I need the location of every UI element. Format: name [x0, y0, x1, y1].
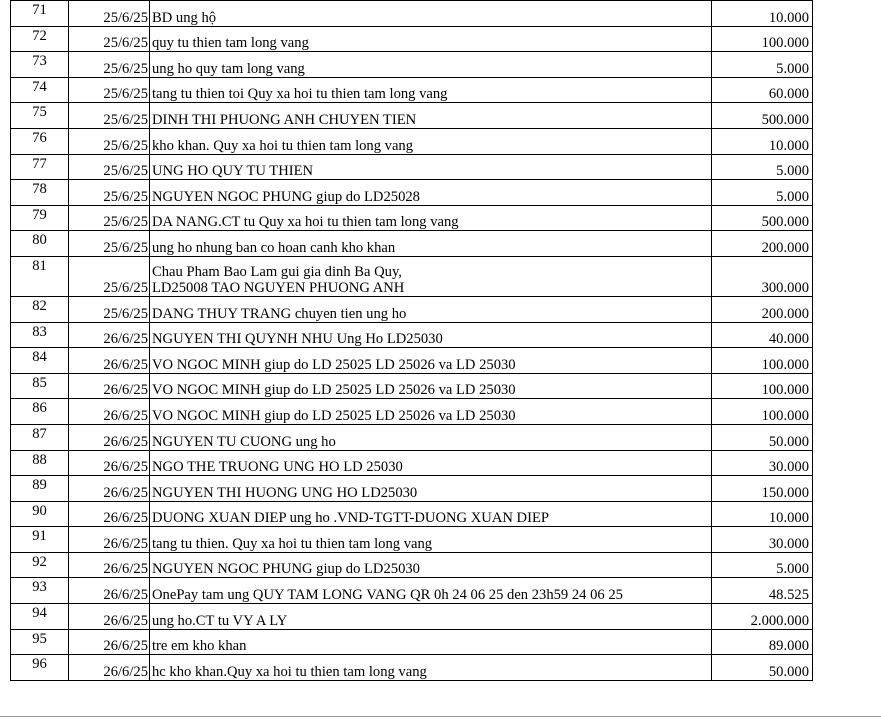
date-cell: 26/6/25 [69, 348, 150, 374]
table-row [11, 77, 813, 103]
description-line: Chau Pham Bao Lam gui gia dinh Ba Quy, [152, 263, 402, 280]
description-line: NGUYEN NGOC PHUNG giup do LD25030 [152, 561, 420, 578]
row-number-cell: 92 [11, 552, 69, 578]
date-cell: 25/6/25 [69, 26, 150, 52]
row-number-cell: 72 [11, 26, 69, 52]
description-line: OnePay tam ung QUY TAM LONG VANG QR 0h 24 06 25 den 23h59 24 06 25 [152, 587, 623, 604]
date-cell: 25/6/25 [69, 103, 150, 129]
description-line: tang tu thien toi Quy xa hoi tu thien tam long vang [152, 86, 448, 103]
description-cell [150, 77, 712, 103]
amount-cell: 10.000 [712, 501, 813, 527]
description-cell [150, 578, 712, 604]
date-cell: 25/6/25 [69, 296, 150, 322]
description-line: BD ung hộ [152, 9, 217, 26]
table-row [11, 348, 813, 374]
description-cell [150, 527, 712, 553]
row-number-cell: 78 [11, 180, 69, 206]
table-row [11, 629, 813, 655]
description-cell [150, 450, 712, 476]
amount-cell: 100.000 [712, 373, 813, 399]
description-line: quy tu thien tam long vang [152, 35, 309, 52]
amount-cell: 5.000 [712, 552, 813, 578]
description-cell [150, 180, 712, 206]
description-cell [150, 604, 712, 630]
description-line: ung ho nhung ban co hoan canh kho khan [152, 239, 396, 256]
description-line: tang tu thien. Quy xa hoi tu thien tam long vang [152, 535, 433, 552]
amount-cell: 2.000.000 [712, 604, 813, 630]
description-line: tre em kho khan [152, 638, 247, 655]
date-cell: 25/6/25 [69, 256, 150, 296]
row-number-cell: 87 [11, 424, 69, 450]
table-row [11, 256, 813, 296]
amount-cell: 40.000 [712, 322, 813, 348]
ledger-body [11, 1, 813, 681]
date-cell: 25/6/25 [69, 1, 150, 27]
amount-cell: 500.000 [712, 103, 813, 129]
description-cell [150, 231, 712, 257]
row-number-cell: 86 [11, 399, 69, 425]
description-cell [150, 373, 712, 399]
amount-cell: 48.525 [712, 578, 813, 604]
row-number-cell: 88 [11, 450, 69, 476]
date-cell: 26/6/25 [69, 450, 150, 476]
row-number-cell: 89 [11, 476, 69, 502]
description-line: NGUYEN THI QUYNH NHU Ung Ho LD25030 [152, 331, 443, 348]
table-row [11, 373, 813, 399]
table-row [11, 552, 813, 578]
row-number-cell: 91 [11, 527, 69, 553]
description-line: DANG THUY TRANG chuyen tien ung ho [152, 305, 407, 322]
date-cell: 25/6/25 [69, 154, 150, 180]
description-cell [150, 424, 712, 450]
amount-cell: 500.000 [712, 205, 813, 231]
date-cell: 26/6/25 [69, 424, 150, 450]
date-cell: 26/6/25 [69, 655, 150, 681]
amount-cell: 200.000 [712, 296, 813, 322]
date-cell: 25/6/25 [69, 180, 150, 206]
row-number-cell: 76 [11, 128, 69, 154]
row-number-cell: 90 [11, 501, 69, 527]
description-cell [150, 205, 712, 231]
amount-cell: 5.000 [712, 180, 813, 206]
table-row [11, 399, 813, 425]
row-number-cell: 74 [11, 77, 69, 103]
description-cell [150, 1, 712, 27]
row-number-cell: 82 [11, 296, 69, 322]
description-cell [150, 348, 712, 374]
table-row [11, 103, 813, 129]
description-line: NGUYEN THI HUONG UNG HO LD25030 [152, 484, 418, 501]
description-cell [150, 296, 712, 322]
row-number-cell: 85 [11, 373, 69, 399]
row-number-cell: 83 [11, 322, 69, 348]
date-cell: 26/6/25 [69, 604, 150, 630]
table-row [11, 52, 813, 78]
description-cell [150, 552, 712, 578]
amount-cell: 200.000 [712, 231, 813, 257]
amount-cell: 100.000 [712, 399, 813, 425]
amount-cell: 300.000 [712, 256, 813, 296]
date-cell: 26/6/25 [69, 578, 150, 604]
row-number-cell: 79 [11, 205, 69, 231]
description-line: DINH THI PHUONG ANH CHUYEN TIEN [152, 111, 417, 128]
date-cell: 25/6/25 [69, 231, 150, 257]
description-line: kho khan. Quy xa hoi tu thien tam long vang [152, 137, 414, 154]
description-cell [150, 322, 712, 348]
donation-ledger-table [10, 0, 813, 681]
description-line: UNG HO QUY TU THIEN [152, 163, 314, 180]
row-number-cell: 95 [11, 629, 69, 655]
date-cell: 25/6/25 [69, 52, 150, 78]
table-row [11, 296, 813, 322]
row-number-cell: 94 [11, 604, 69, 630]
description-cell [150, 26, 712, 52]
table-row [11, 128, 813, 154]
table-row [11, 322, 813, 348]
description-line: DA NANG.CT tu Quy xa hoi tu thien tam long vang [152, 214, 459, 231]
description-cell [150, 476, 712, 502]
date-cell: 25/6/25 [69, 205, 150, 231]
row-number-cell: 80 [11, 231, 69, 257]
table-row [11, 205, 813, 231]
table-row [11, 501, 813, 527]
description-line: VO NGOC MINH giup do LD 25025 LD 25026 va LD 25030 [152, 356, 516, 373]
description-line: NGUYEN TU CUONG ung ho [152, 433, 336, 450]
table-row [11, 180, 813, 206]
description-cell [150, 501, 712, 527]
date-cell: 26/6/25 [69, 527, 150, 553]
date-cell: 26/6/25 [69, 476, 150, 502]
page-bottom-rule [0, 716, 881, 717]
row-number-cell: 71 [11, 1, 69, 27]
description-line: DUONG XUAN DIEP ung ho .VND-TGTT-DUONG XUAN DIEP [152, 510, 549, 527]
table-row [11, 655, 813, 681]
row-number-cell: 81 [11, 256, 69, 296]
table-row [11, 1, 813, 27]
table-row [11, 154, 813, 180]
description-cell [150, 154, 712, 180]
description-cell [150, 103, 712, 129]
table-row [11, 476, 813, 502]
row-number-cell: 73 [11, 52, 69, 78]
description-line: hc kho khan.Quy xa hoi tu thien tam long vang [152, 663, 427, 680]
amount-cell: 100.000 [712, 348, 813, 374]
table-row [11, 450, 813, 476]
amount-cell: 5.000 [712, 154, 813, 180]
description-line: NGUYEN NGOC PHUNG giup do LD25028 [152, 188, 420, 205]
amount-cell: 100.000 [712, 26, 813, 52]
date-cell: 25/6/25 [69, 77, 150, 103]
date-cell: 26/6/25 [69, 629, 150, 655]
amount-cell: 10.000 [712, 1, 813, 27]
description-line: ung ho quy tam long vang [152, 60, 305, 77]
description-line: ung ho.CT tu VY A LY [152, 612, 288, 629]
row-number-cell: 75 [11, 103, 69, 129]
amount-cell: 89.000 [712, 629, 813, 655]
table-row [11, 578, 813, 604]
amount-cell: 30.000 [712, 450, 813, 476]
table-row [11, 527, 813, 553]
amount-cell: 50.000 [712, 655, 813, 681]
amount-cell: 5.000 [712, 52, 813, 78]
description-cell [150, 256, 712, 296]
date-cell: 26/6/25 [69, 552, 150, 578]
row-number-cell: 93 [11, 578, 69, 604]
row-number-cell: 84 [11, 348, 69, 374]
date-cell: 25/6/25 [69, 128, 150, 154]
table-row [11, 26, 813, 52]
description-cell [150, 629, 712, 655]
description-line: LD25008 TAO NGUYEN PHUONG ANH [152, 279, 405, 296]
date-cell: 26/6/25 [69, 373, 150, 399]
amount-cell: 150.000 [712, 476, 813, 502]
description-line: VO NGOC MINH giup do LD 25025 LD 25026 va LD 25030 [152, 382, 516, 399]
date-cell: 26/6/25 [69, 399, 150, 425]
date-cell: 26/6/25 [69, 322, 150, 348]
amount-cell: 60.000 [712, 77, 813, 103]
amount-cell: 50.000 [712, 424, 813, 450]
row-number-cell: 96 [11, 655, 69, 681]
table-row [11, 424, 813, 450]
date-cell: 26/6/25 [69, 501, 150, 527]
description-cell [150, 399, 712, 425]
amount-cell: 10.000 [712, 128, 813, 154]
description-line: NGO THE TRUONG UNG HO LD 25030 [152, 459, 403, 476]
description-line: VO NGOC MINH giup do LD 25025 LD 25026 va LD 25030 [152, 407, 516, 424]
description-cell [150, 655, 712, 681]
description-cell [150, 128, 712, 154]
table-row [11, 231, 813, 257]
amount-cell: 30.000 [712, 527, 813, 553]
table-row [11, 604, 813, 630]
description-cell [150, 52, 712, 78]
row-number-cell: 77 [11, 154, 69, 180]
